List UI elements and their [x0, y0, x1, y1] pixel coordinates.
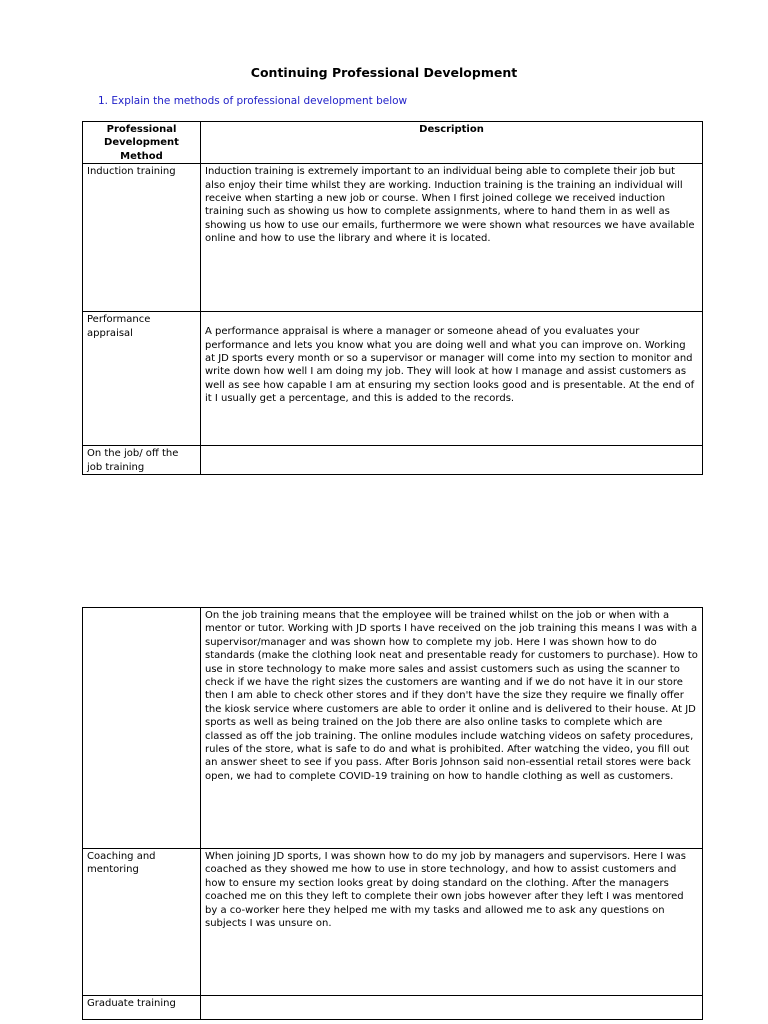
- question-text: 1. Explain the methods of professional development below: [98, 95, 408, 107]
- table-row: [83, 312, 703, 446]
- description-cell[interactable]: [201, 996, 703, 1020]
- development-methods-table-continued: [82, 607, 703, 1020]
- method-column-header: Professional Development Method: [83, 122, 201, 164]
- method-cell: Induction training: [83, 164, 201, 312]
- method-cell: Performance appraisal: [83, 312, 201, 446]
- method-cell: Graduate training: [83, 996, 201, 1020]
- document-title: Continuing Professional Development: [250, 65, 518, 80]
- method-cell: [83, 608, 201, 849]
- description-cell[interactable]: On the job training means that the employee will be trained whilst on the job or when with a mentor or tutor. Working with JD sports I have received on the job training this means I was with a supervisor/manager and was shown how to complete my job. Here I was shown how to do standards (make the clothing look neat and presentable ready for customers to purchase). How to use in store technology to make more sales and assist customers such as using the scanner to check if we have the right sizes the customers are wanting and if we do not have it in our store then I am able to check other stores and if they don't have the size they require we finally offer the kiosk service where customers are able to order it online and is delivered to their house. At JD sports as well as being trained on the Job there are also online tasks to complete which are classed as off the job training. The online modules include watching videos on safety procedures, rules of the store, what is safe to do and what is prohibited. After watching the video, you fill out an answer sheet to see if you pass. After Boris Johnson said non-essential retail stores were back open, we had to complete COVID-19 training on how to handle clothing as well as customers.: [201, 608, 703, 849]
- table-row: [83, 164, 703, 312]
- table-header-row: [83, 122, 703, 164]
- description-cell[interactable]: A performance appraisal is where a manager or someone ahead of you evaluates your performance and lets you know what you are doing well and what you can improve on. Working at JD sports every month or so a supervisor or manager will come into my section to monitor and write down how well I am doing my job. They will look at how I manage and assist customers as well as see how capable I am at ensuring my section looks good and is presentable. At the end of it I usually get a percentage, and this is added to the records.: [201, 312, 703, 446]
- method-cell: Coaching and mentoring: [83, 849, 201, 996]
- description-cell[interactable]: Induction training is extremely important to an individual being able to complete their job but also enjoy their time whilst they are working. Induction training is the training an individual will receive when starting a new job or course. When I first joined college we received induction training such as showing us how to complete assignments, where to hand them in as well as showing us how to use our emails, furthermore we were shown what resources we have available online and how to use the library and where it is located.: [201, 164, 703, 312]
- description-cell[interactable]: When joining JD sports, I was shown how to do my job by managers and supervisors. Here I was coached as they showed me how to use in store technology, and how to assist customers and how to ensure my section looks great by doing standard on the clothing. After the managers coached me on this they left to complete their own jobs however after they left I was mentored by a co-worker here they helped me with my tasks and allowed me to ask any questions on subjects I was unsure on.: [201, 849, 703, 996]
- description-cell[interactable]: [201, 446, 703, 475]
- table-row: [83, 996, 703, 1020]
- table-row: [83, 608, 703, 849]
- description-column-header: Description: [201, 122, 703, 164]
- development-methods-table: [82, 121, 703, 475]
- table-row: [83, 446, 703, 475]
- method-cell: On the job/ off the job training: [83, 446, 201, 475]
- table-row: [83, 849, 703, 996]
